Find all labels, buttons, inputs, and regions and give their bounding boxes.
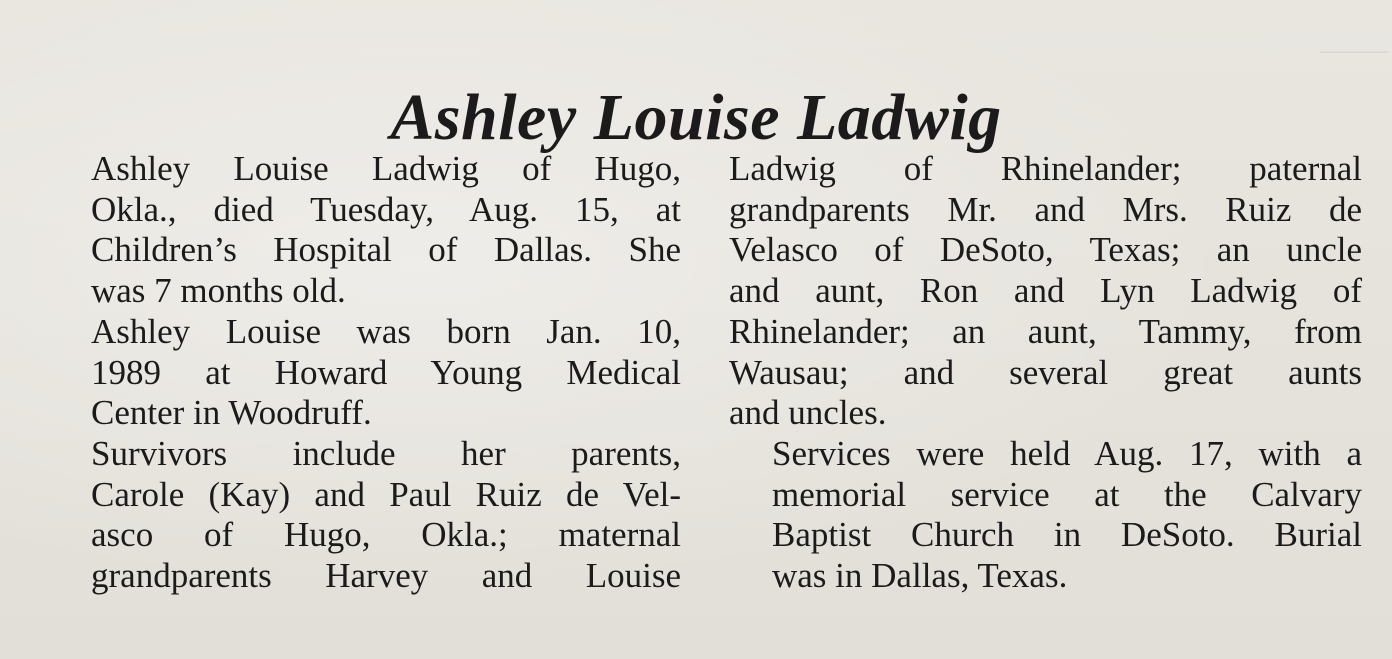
text-line: grandparents Harvey and Louise: [91, 556, 681, 596]
text-line: Children’s Hospital of Dallas. She: [91, 230, 681, 270]
text-line: and aunt, Ron and Lyn Ladwig of: [729, 271, 1362, 311]
obituary-title: Ashley Louise Ladwig: [390, 81, 1002, 155]
text-line: Survivors include her parents,: [91, 433, 681, 473]
left-column: [48, 149, 681, 597]
paragraph-birth: [48, 312, 681, 434]
text-line: was in Dallas, Texas.: [772, 556, 1068, 596]
bleed-through-texture: ——: [1320, 31, 1388, 68]
paragraph-survivors-continued: [729, 149, 1362, 434]
text-line: Center in Woodruff.: [91, 393, 372, 433]
text-line: 1989 at Howard Young Medical: [91, 352, 681, 392]
text-line: Okla., died Tuesday, Aug. 15, at: [91, 189, 681, 229]
text-line: asco of Hugo, Okla.; maternal: [91, 515, 681, 555]
text-line: Ashley Louise was born Jan. 10,: [91, 311, 681, 351]
paragraph-survivors: [48, 434, 681, 597]
right-column: [729, 149, 1362, 597]
paragraph-services: [729, 434, 1362, 597]
text-line: Rhinelander; an aunt, Tammy, from: [729, 311, 1362, 351]
text-line: grandparents Mr. and Mrs. Ruiz de: [729, 189, 1362, 229]
paragraph-death: [48, 149, 681, 312]
text-line: was 7 months old.: [91, 271, 346, 311]
text-line: memorial service at the Calvary: [772, 474, 1362, 514]
text-line: Velasco of DeSoto, Texas; an uncle: [729, 230, 1362, 270]
text-line: Services were held Aug. 17, with a: [772, 433, 1362, 473]
text-line: Baptist Church in DeSoto. Burial: [772, 515, 1362, 555]
text-line: Wausau; and several great aunts: [729, 352, 1362, 392]
text-line: and uncles.: [729, 393, 887, 433]
text-line: Ladwig of Rhinelander; paternal: [729, 149, 1362, 188]
text-line: Ashley Louise Ladwig of Hugo,: [91, 149, 681, 188]
text-line: Carole (Kay) and Paul Ruiz de Vel-: [91, 474, 681, 514]
